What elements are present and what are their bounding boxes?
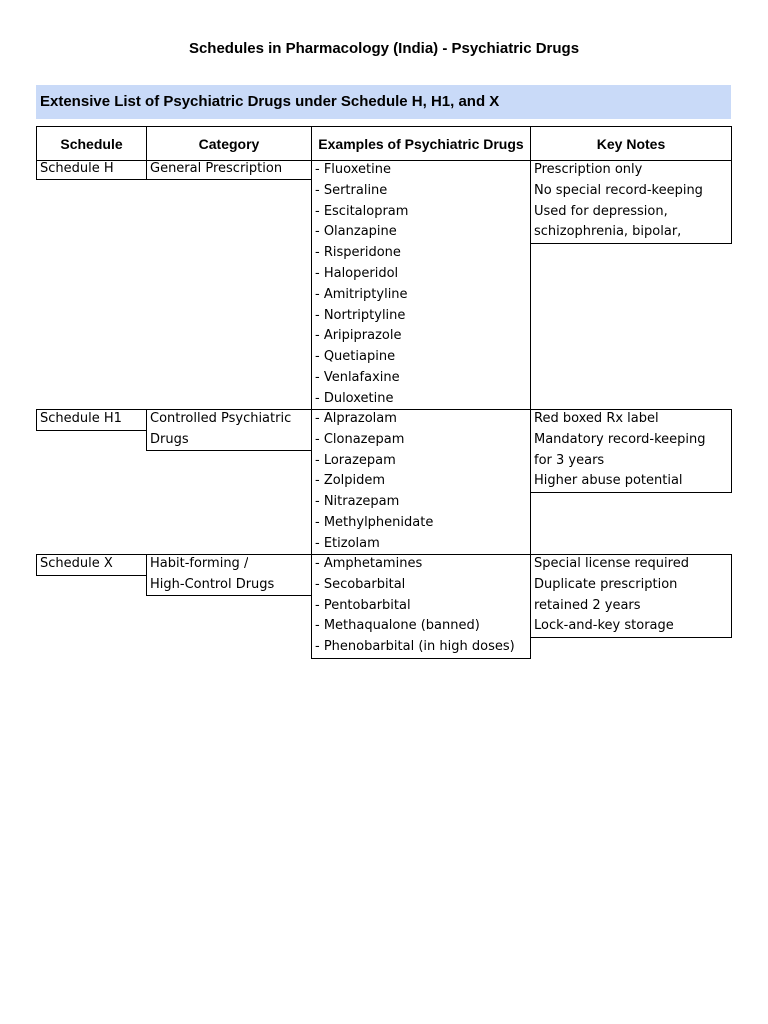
drug-item: - Nortriptyline [315,307,406,323]
note-line: Higher abuse potential [534,473,683,489]
note-line: Mandatory record-keeping [534,431,706,447]
category-line: High-Control Drugs [150,576,275,592]
row-h1-notes-cell [530,409,732,493]
row-h-drugs-cell [311,160,531,410]
row-h1-schedule-cell [36,409,147,431]
category-line: Drugs [150,431,189,447]
drug-item: - Lorazepam [315,452,396,468]
note-line: Used for depression, [534,203,668,219]
drug-item: - Alprazolam [315,411,397,426]
row-h-notes-cell [530,160,732,244]
drug-item: - Methylphenidate [315,515,434,530]
category-line: Habit-forming / [150,556,249,571]
drug-item: - Zolpidem [315,473,386,489]
drug-item: - Fluoxetine [315,162,391,177]
category-line: General Prescription [150,161,283,176]
drug-item: - Secobarbital [315,576,406,592]
drug-item: - Nitrazepam [315,494,400,510]
drug-item: - Aripiprazole [315,328,402,344]
drug-item: - Etizolam [315,535,380,551]
header-key-notes: Key Notes [531,126,732,161]
drug-item: - Olanzapine [315,224,397,240]
note-line: retained 2 years [534,597,641,613]
note-line: schizophrenia, bipolar, [534,224,682,240]
drug-item: - Quetiapine [315,349,396,365]
row-x-drugs-cell [311,554,531,659]
category-line: Controlled Psychiatric [150,411,292,426]
row-x-category-cell [146,554,312,596]
drug-item: - Escitalopram [315,203,409,219]
header-category: Category [147,126,312,161]
drug-item: - Methaqualone (banned) [315,618,480,634]
schedule-label: Schedule H1 [40,411,122,426]
row-h1-category-cell [146,409,312,451]
schedule-label: Schedule X [40,556,113,571]
schedule-label: Schedule H [40,161,114,176]
drug-item: - Venlafaxine [315,370,400,385]
drug-item: - Pentobarbital [315,597,411,613]
row-x-notes-cell [530,554,732,638]
page-title: Schedules in Pharmacology (India) - Psychiatric Drugs [188,40,580,57]
row-x-schedule-cell [36,554,147,576]
note-line: for 3 years [534,452,605,468]
drug-item: - Duloxetine [315,390,394,406]
row-h-category-cell [146,160,312,180]
header-schedule: Schedule [36,126,147,161]
note-line: Duplicate prescription [534,576,678,592]
note-line: Special license required [534,556,689,571]
section-heading: Extensive List of Psychiatric Drugs under Schedule H, H1, and X [36,85,731,119]
drug-item: - Clonazepam [315,431,405,447]
note-line: No special record-keeping [534,182,703,198]
note-line: Lock-and-key storage [534,618,674,634]
note-line: Prescription only [534,162,643,177]
note-line: Red boxed Rx label [534,411,659,426]
drug-item: - Haloperidol [315,266,399,281]
drug-item: - Risperidone [315,245,401,261]
header-examples: Examples of Psychiatric Drugs [312,126,531,161]
drug-item: - Amitriptyline [315,286,408,302]
row-h-schedule-cell [36,160,147,180]
drug-item: - Amphetamines [315,556,423,571]
drug-item: - Phenobarbital (in high doses) [315,639,515,655]
row-h1-drugs-cell [311,409,531,555]
drug-item: - Sertraline [315,182,388,198]
